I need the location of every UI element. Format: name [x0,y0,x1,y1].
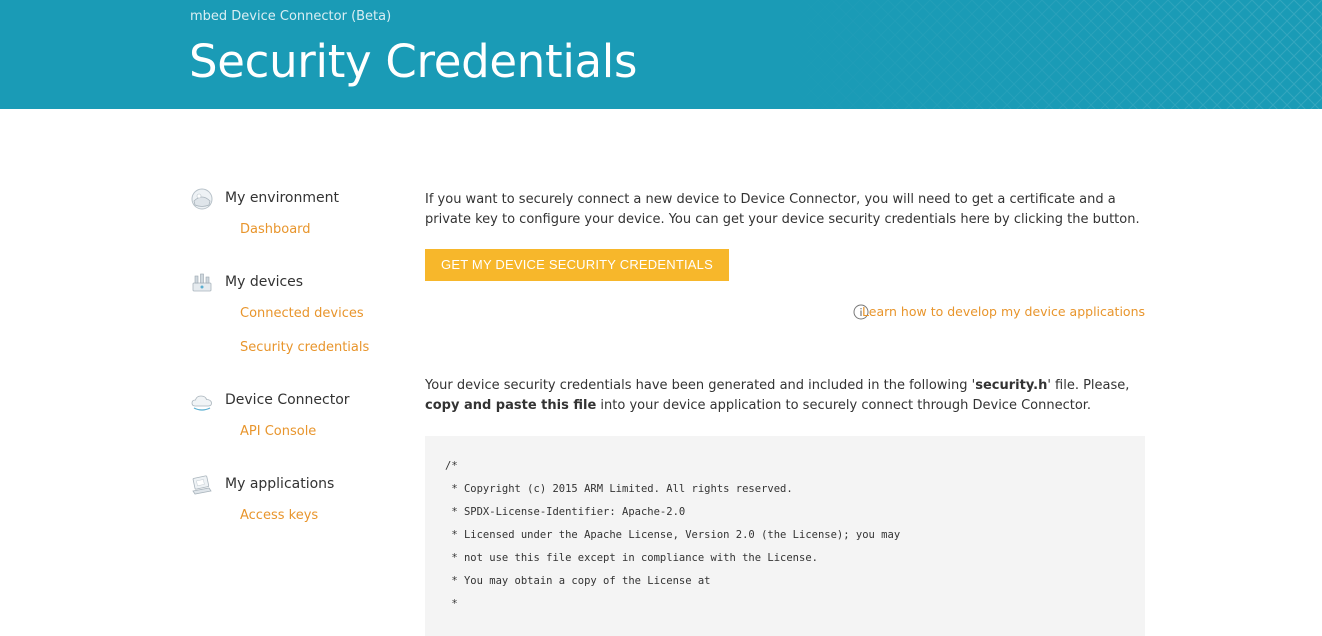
sidebar-heading-devices [190,270,390,296]
code-line: * Copyright (c) 2015 ARM Limited. All rights reserved. [445,483,793,495]
code-line: * not use this file except in compliance with the License. [445,552,818,564]
code-line: * [445,598,458,610]
sidebar-section-applications [190,472,390,523]
code-line: /* [445,460,458,472]
sidebar-heading-label: My environment [225,190,339,206]
get-credentials-button[interactable]: GET MY DEVICE SECURITY CREDENTIALS [425,249,729,281]
sidebar-heading-label: My devices [225,274,304,290]
devices-icon [190,271,214,295]
learn-develop-link[interactable]: Learn how to develop my device applications [862,304,1145,319]
cloud-icon [190,389,214,413]
code-line: * SPDX-License-Identifier: Apache-2.0 [445,506,686,518]
sidebar-item-api-console[interactable]: API Console [240,424,317,439]
sidebar-item-security-credentials[interactable]: Security credentials [240,340,370,355]
sidebar-item-access-keys[interactable]: Access keys [240,508,319,523]
intro-text: If you want to securely connect a new device to Device Connector, you will need to get a certificate and a private key to configure your device. You can get your device security credentials here by clicking the button. [425,192,1140,227]
generated-text-part: into your device application to securely connect through Device Connector. [596,398,1092,413]
sidebar-item-connected-devices[interactable]: Connected devices [240,306,364,321]
sidebar-heading-applications [190,472,390,498]
page-title: Security Credentials [189,35,638,88]
sidebar-item-dashboard[interactable]: Dashboard [240,222,311,237]
copy-paste-emphasis: copy and paste this file [425,398,597,413]
code-line: * You may obtain a copy of the License at [445,575,711,587]
generated-text-part: ' file. Please, [1047,378,1130,393]
applications-icon [190,473,214,497]
security-code-block[interactable] [425,436,1145,636]
sidebar-heading-label: My applications [225,476,335,492]
generated-notice [425,376,1145,416]
page-header [0,0,1322,109]
sidebar-section-devices [190,270,390,355]
generated-text-part: Your device security credentials have been generated and included in the following ' [425,378,976,393]
header-pattern [762,0,1322,109]
security-filename: security.h [975,378,1048,393]
code-line: * Licensed under the Apache License, Version 2.0 (the License); you may [445,529,901,541]
sidebar-section-environment [190,186,390,237]
sidebar-heading-environment [190,186,390,212]
sidebar-heading-device-connector [190,388,390,414]
sidebar-section-device-connector [190,388,390,439]
environment-icon [190,187,214,211]
app-subtitle: mbed Device Connector (Beta) [190,9,392,24]
sidebar-heading-label: Device Connector [225,392,350,408]
